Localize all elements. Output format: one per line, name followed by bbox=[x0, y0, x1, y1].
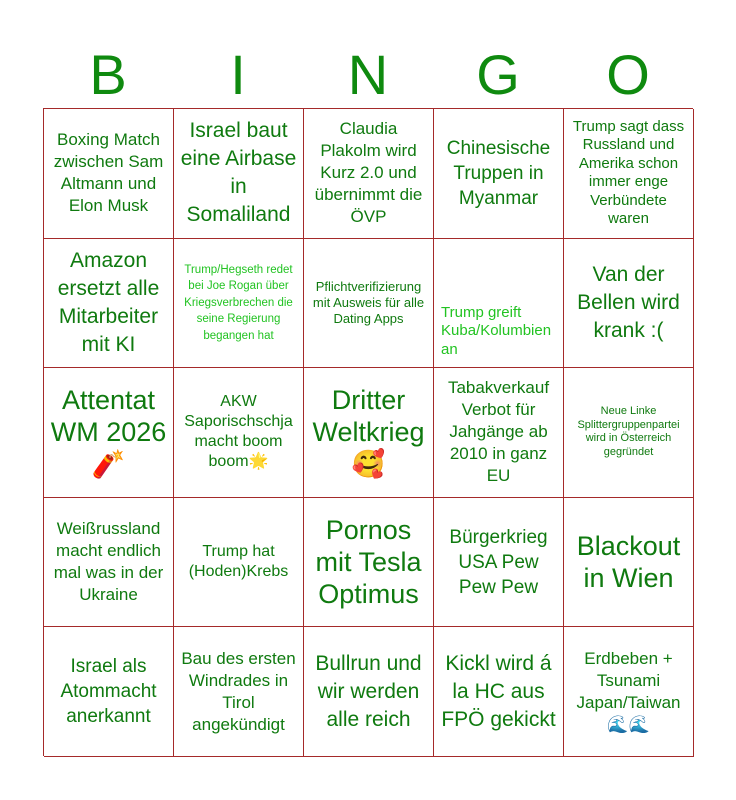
cell-text: Israel baut eine Airbase in Somaliland bbox=[180, 119, 297, 227]
cell-text: Trump/Hegseth redet bei Joe Rogan über Kriegsverbrechen die seine Regierung begangen hat bbox=[184, 263, 293, 342]
cell-text: Trump greift Kuba/Kolumbien an bbox=[441, 303, 552, 358]
bingo-cell[interactable] bbox=[174, 498, 304, 628]
bingo-cell[interactable] bbox=[564, 498, 694, 628]
header-letter-n: N bbox=[347, 43, 389, 106]
cell-text: Boxing Match zwischen Sam Altmann und Elon Musk bbox=[53, 130, 164, 216]
cell-text: Tabakverkauf Verbot für Jahgänge ab 2010 in ganz EU bbox=[447, 378, 550, 486]
header-letter-b: B bbox=[89, 43, 127, 106]
cell-text: Bullrun und wir werden alle reich bbox=[315, 651, 422, 731]
bingo-cell[interactable] bbox=[304, 498, 434, 628]
bingo-cell[interactable] bbox=[304, 368, 434, 498]
bingo-cell[interactable] bbox=[434, 368, 564, 498]
cell-text: Attentat WM 2026 🧨 bbox=[50, 385, 167, 480]
cell-text: AKW Saporischschja macht boom boom🌟 bbox=[184, 393, 293, 471]
header-letter-i: I bbox=[230, 43, 246, 106]
cell-text: Israel als Atommacht anerkannt bbox=[60, 656, 157, 728]
bingo-cell[interactable] bbox=[564, 368, 694, 498]
bingo-cell[interactable] bbox=[44, 368, 174, 498]
bingo-cell[interactable] bbox=[434, 498, 564, 628]
bingo-cell[interactable] bbox=[174, 627, 304, 757]
bingo-cell[interactable] bbox=[44, 627, 174, 757]
bingo-header bbox=[43, 42, 693, 108]
cell-text: Bau des ersten Windrades in Tirol angekündigt bbox=[181, 648, 296, 734]
bingo-cell[interactable] bbox=[304, 239, 434, 369]
bingo-cell[interactable] bbox=[434, 109, 564, 239]
bingo-cell[interactable] bbox=[564, 627, 694, 757]
cell-text: Bürgerkrieg USA Pew Pew Pew bbox=[449, 526, 548, 598]
bingo-cell[interactable] bbox=[434, 627, 564, 757]
cell-text: Dritter Weltkrieg 🥰 bbox=[312, 385, 425, 480]
cell-text: Trump sagt dass Russland und Amerika schon immer enge Verbündete waren bbox=[572, 117, 685, 228]
bingo-cell[interactable] bbox=[304, 109, 434, 239]
header-letter-g: G bbox=[476, 43, 520, 106]
cell-text: Trump hat (Hoden)Krebs bbox=[188, 543, 289, 581]
cell-text: Claudia Plakolm wird Kurz 2.0 und übernimmt die ÖVP bbox=[314, 119, 423, 227]
cell-text: Blackout in Wien bbox=[576, 531, 681, 594]
cell-text: Pflichtverifizierung mit Ausweis für alle Dating Apps bbox=[312, 278, 425, 326]
bingo-cell[interactable] bbox=[44, 109, 174, 239]
bingo-cell[interactable] bbox=[174, 239, 304, 369]
bingo-cell[interactable] bbox=[564, 239, 694, 369]
bingo-cell[interactable] bbox=[434, 239, 564, 369]
bingo-cell[interactable] bbox=[564, 109, 694, 239]
cell-text: Pornos mit Tesla Optimus bbox=[315, 515, 422, 610]
bingo-cell[interactable] bbox=[44, 498, 174, 628]
cell-text: Chinesische Truppen in Myanmar bbox=[446, 137, 551, 209]
bingo-cell[interactable] bbox=[44, 239, 174, 369]
cell-text: Weißrussland macht endlich mal was in der Ukraine bbox=[53, 519, 164, 605]
header-letter-o: O bbox=[606, 43, 650, 106]
cell-text: Erdbeben + Tsunami Japan/Taiwan 🌊🌊 bbox=[576, 648, 681, 734]
bingo-cell[interactable] bbox=[304, 627, 434, 757]
cell-text: Kickl wird á la HC aus FPÖ gekickt bbox=[441, 651, 556, 731]
cell-text: Van der Bellen wird krank :( bbox=[577, 262, 680, 342]
cell-text: Neue Linke Splittergruppenpartei wird in Österreich gegründet bbox=[577, 404, 680, 459]
bingo-grid bbox=[43, 108, 693, 756]
bingo-cell[interactable] bbox=[174, 109, 304, 239]
cell-text: Amazon ersetzt alle Mitarbeiter mit KI bbox=[57, 248, 160, 356]
bingo-cell[interactable] bbox=[174, 368, 304, 498]
